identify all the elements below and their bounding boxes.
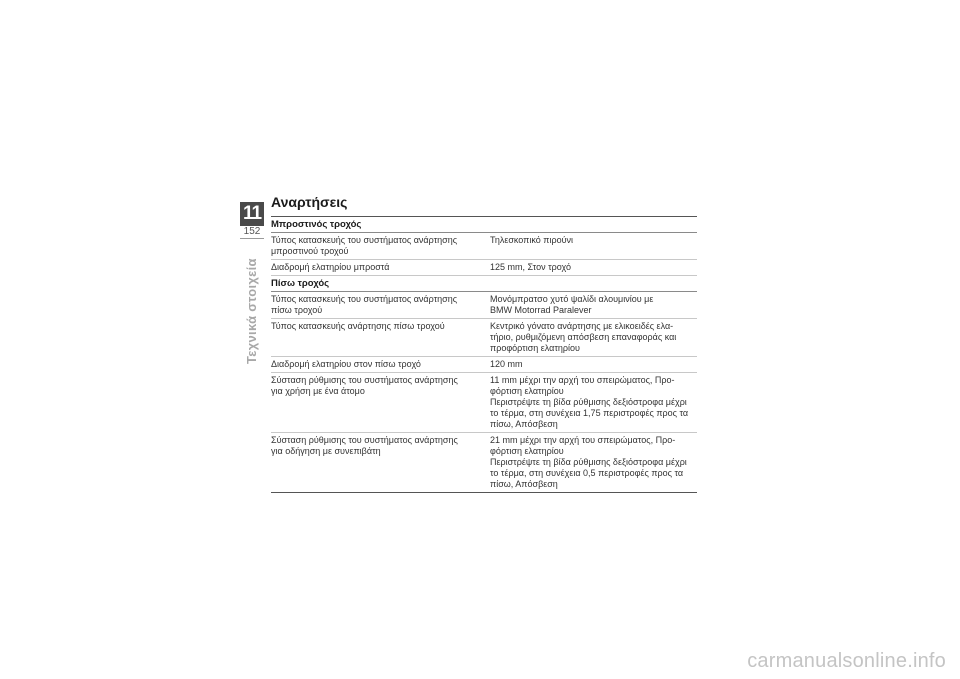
spec-label-cell bbox=[271, 433, 490, 493]
spec-label-cell bbox=[271, 260, 490, 276]
spec-label-cell bbox=[271, 292, 490, 319]
spec-value-line: πίσω, Απόσβεση bbox=[490, 419, 558, 429]
section-title: Αναρτήσεις bbox=[271, 194, 348, 210]
spec-label-line: Τύπος κατασκευής ανάρτησης πίσω τροχού bbox=[271, 321, 445, 331]
spec-value-line: το τέρμα, στη συνέχεια 0,5 περιστροφές προς τα bbox=[490, 468, 684, 478]
spec-label-line: Τύπος κατασκευής του συστήματος ανάρτησης bbox=[271, 294, 458, 304]
side-divider bbox=[240, 238, 264, 239]
spec-value-cell bbox=[490, 357, 697, 373]
page-number: 152 bbox=[243, 226, 261, 237]
spec-row bbox=[271, 357, 697, 373]
spec-table bbox=[271, 216, 697, 493]
spec-value-line: 11 mm μέχρι την αρχή του σπειρώματος, Προ- bbox=[490, 375, 675, 385]
spec-value-line: 21 mm μέχρι την αρχή του σπειρώματος, Προ- bbox=[490, 435, 676, 445]
spec-value-line: BMW Motorrad Paralever bbox=[490, 305, 592, 315]
spec-row bbox=[271, 233, 697, 260]
spec-value-cell bbox=[490, 433, 697, 493]
spec-value-line: 125 mm, Στον τροχό bbox=[490, 262, 572, 272]
group-heading: Πίσω τροχός bbox=[271, 276, 697, 292]
spec-label-cell bbox=[271, 233, 490, 260]
spec-label-line: Σύσταση ρύθμισης του συστήματος ανάρτησης bbox=[271, 375, 458, 385]
spec-value-cell bbox=[490, 260, 697, 276]
spec-label-line: Τύπος κατασκευής του συστήματος ανάρτησης bbox=[271, 235, 458, 245]
group-heading-row bbox=[271, 276, 697, 292]
spec-value-cell bbox=[490, 373, 697, 433]
spec-label-line: Σύσταση ρύθμισης του συστήματος ανάρτησης bbox=[271, 435, 458, 445]
group-heading: Μπροστινός τροχός bbox=[271, 217, 697, 233]
spec-label-line: Διαδρομή ελατηρίου στον πίσω τροχό bbox=[271, 359, 421, 369]
spec-label-cell bbox=[271, 373, 490, 433]
spec-value-line: τήριο, ρυθμιζόμενη απόσβεση επαναφοράς και bbox=[490, 332, 677, 342]
spec-row bbox=[271, 373, 697, 433]
chapter-number-badge: 11 bbox=[240, 202, 264, 226]
content-area bbox=[271, 193, 697, 493]
spec-value-line: Τηλεσκοπικό πιρούνι bbox=[490, 235, 574, 245]
spec-value-line: Μονόμπρατσο χυτό ψαλίδι αλουμινίου με bbox=[490, 294, 654, 304]
spec-value-line: προφόρτιση ελατηρίου bbox=[490, 343, 580, 353]
spec-value-line: Περιστρέψτε τη βίδα ρύθμισης δεξιόστροφα μέχρι bbox=[490, 397, 687, 407]
spec-row bbox=[271, 433, 697, 493]
watermark-text: carmanualsonline.info bbox=[747, 650, 946, 672]
spec-label-line: Διαδρομή ελατηρίου μπροστά bbox=[271, 262, 390, 272]
spec-value-line: φόρτιση ελατηρίου bbox=[490, 386, 564, 396]
spec-value-cell bbox=[490, 292, 697, 319]
spec-label-line: μπροστινού τροχού bbox=[271, 246, 349, 256]
spec-value-cell bbox=[490, 319, 697, 357]
spec-label-line: πίσω τροχού bbox=[271, 305, 323, 315]
spec-row bbox=[271, 319, 697, 357]
spec-label-cell bbox=[271, 319, 490, 357]
spec-row bbox=[271, 260, 697, 276]
spec-value-cell bbox=[490, 233, 697, 260]
spec-value-line: το τέρμα, στη συνέχεια 1,75 περιστροφές προς τα bbox=[490, 408, 689, 418]
spec-label-cell bbox=[271, 357, 490, 373]
spec-value-line: Περιστρέψτε τη βίδα ρύθμισης δεξιόστροφα μέχρι bbox=[490, 457, 687, 467]
group-heading-row bbox=[271, 217, 697, 233]
spec-label-line: για οδήγηση με συνεπιβάτη bbox=[271, 446, 381, 456]
spec-label-line: για χρήση με ένα άτομο bbox=[271, 386, 365, 396]
spec-value-line: φόρτιση ελατηρίου bbox=[490, 446, 564, 456]
spec-value-line: πίσω, Απόσβεση bbox=[490, 479, 558, 489]
spec-value-line: 120 mm bbox=[490, 359, 523, 369]
spec-value-line: Κεντρικό γόνατο ανάρτησης με ελικοειδές ελα- bbox=[490, 321, 674, 331]
chapter-title-vertical: Τεχνικά στοιχεία bbox=[244, 258, 259, 364]
spec-row bbox=[271, 292, 697, 319]
